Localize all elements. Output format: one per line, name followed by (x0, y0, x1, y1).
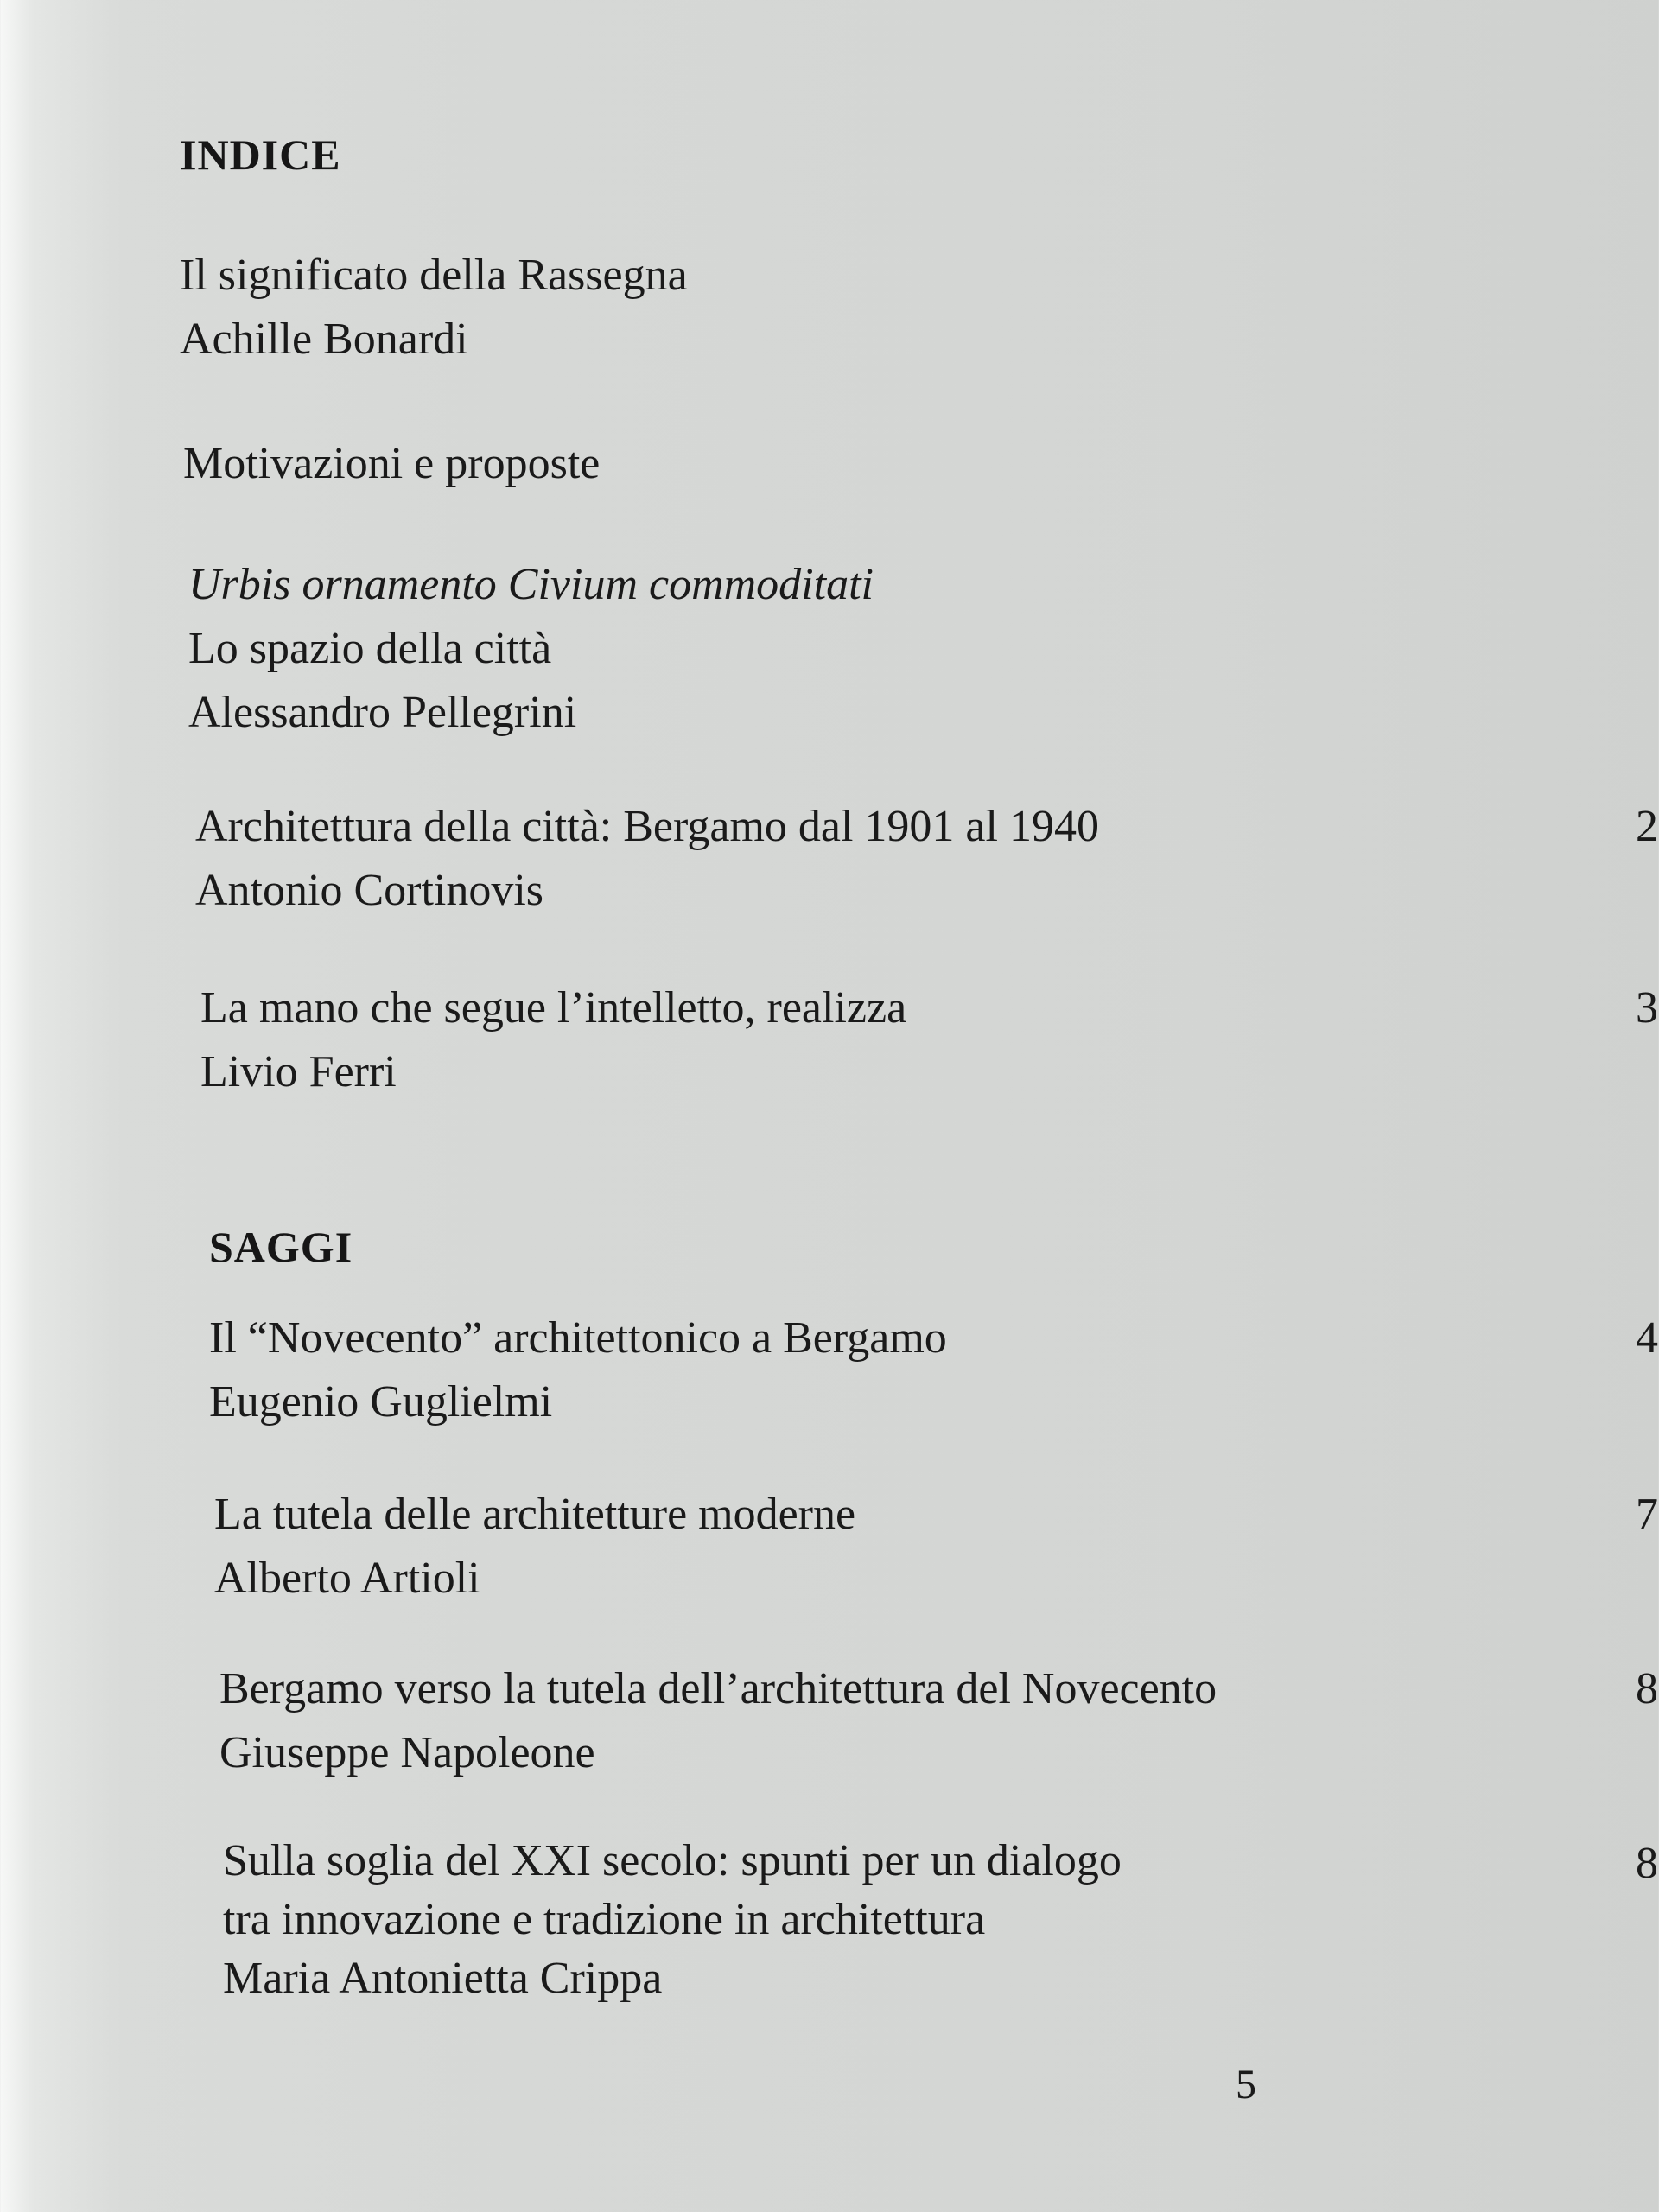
entry-title: Architettura della città: Bergamo dal 1901 al 1940 (195, 802, 1099, 851)
entry-page-number: 2 (1636, 802, 1658, 851)
toc-entry-mano (200, 976, 906, 1104)
toc-entry-soglia (223, 1832, 1122, 2008)
toc-entry-significato (180, 244, 688, 372)
entry-author: Eugenio Guglielmi (209, 1377, 553, 1427)
entry-author: Alessandro Pellegrini (188, 688, 577, 737)
entry-author: Alberto Artioli (214, 1554, 480, 1603)
entry-title-line1: Sulla soglia del XXI secolo: spunti per un dialogo (223, 1836, 1122, 1885)
toc-entry-novecento (209, 1306, 947, 1434)
toc-entry-bergamo-tutela (219, 1657, 1217, 1785)
entry-title: La tutela delle architetture moderne (214, 1490, 856, 1539)
toc-entry-urbis (188, 553, 874, 745)
entry-page-number: 4 (1636, 1313, 1658, 1363)
toc-entry-architettura (195, 795, 1099, 923)
entry-title: Il significato della Rassegna (180, 251, 688, 300)
index-heading: INDICE (180, 130, 341, 179)
entry-page-number: 7 (1636, 1490, 1658, 1539)
entry-author: Giuseppe Napoleone (219, 1728, 595, 1777)
entry-page-number: 3 (1636, 983, 1658, 1033)
entry-author: Achille Bonardi (180, 315, 468, 364)
entry-page-number: 8 (1636, 1839, 1658, 1888)
entry-title: Motivazioni e proposte (183, 439, 601, 488)
entry-title: Il “Novecento” architettonico a Bergamo (209, 1313, 947, 1363)
entry-title: Bergamo verso la tutela dell’architettura del Novecento (219, 1664, 1217, 1713)
saggi-heading: SAGGI (209, 1223, 353, 1271)
entry-author: Antonio Cortinovis (195, 866, 544, 915)
entry-author: Livio Ferri (200, 1047, 397, 1096)
entry-title: La mano che segue l’intelletto, realizza (200, 983, 907, 1033)
entry-page-number: 8 (1636, 1664, 1658, 1713)
toc-entry-motivazioni (183, 432, 600, 496)
page-folio: 5 (1236, 2062, 1256, 2107)
entry-title-italic: Urbis ornamento Civium commoditati (188, 560, 874, 609)
toc-entry-tutela (214, 1483, 855, 1611)
entry-author: Maria Antonietta Crippa (223, 1954, 663, 2003)
entry-subtitle: Lo spazio della città (188, 624, 552, 673)
entry-title-line2: tra innovazione e tradizione in architettura (223, 1895, 986, 1944)
